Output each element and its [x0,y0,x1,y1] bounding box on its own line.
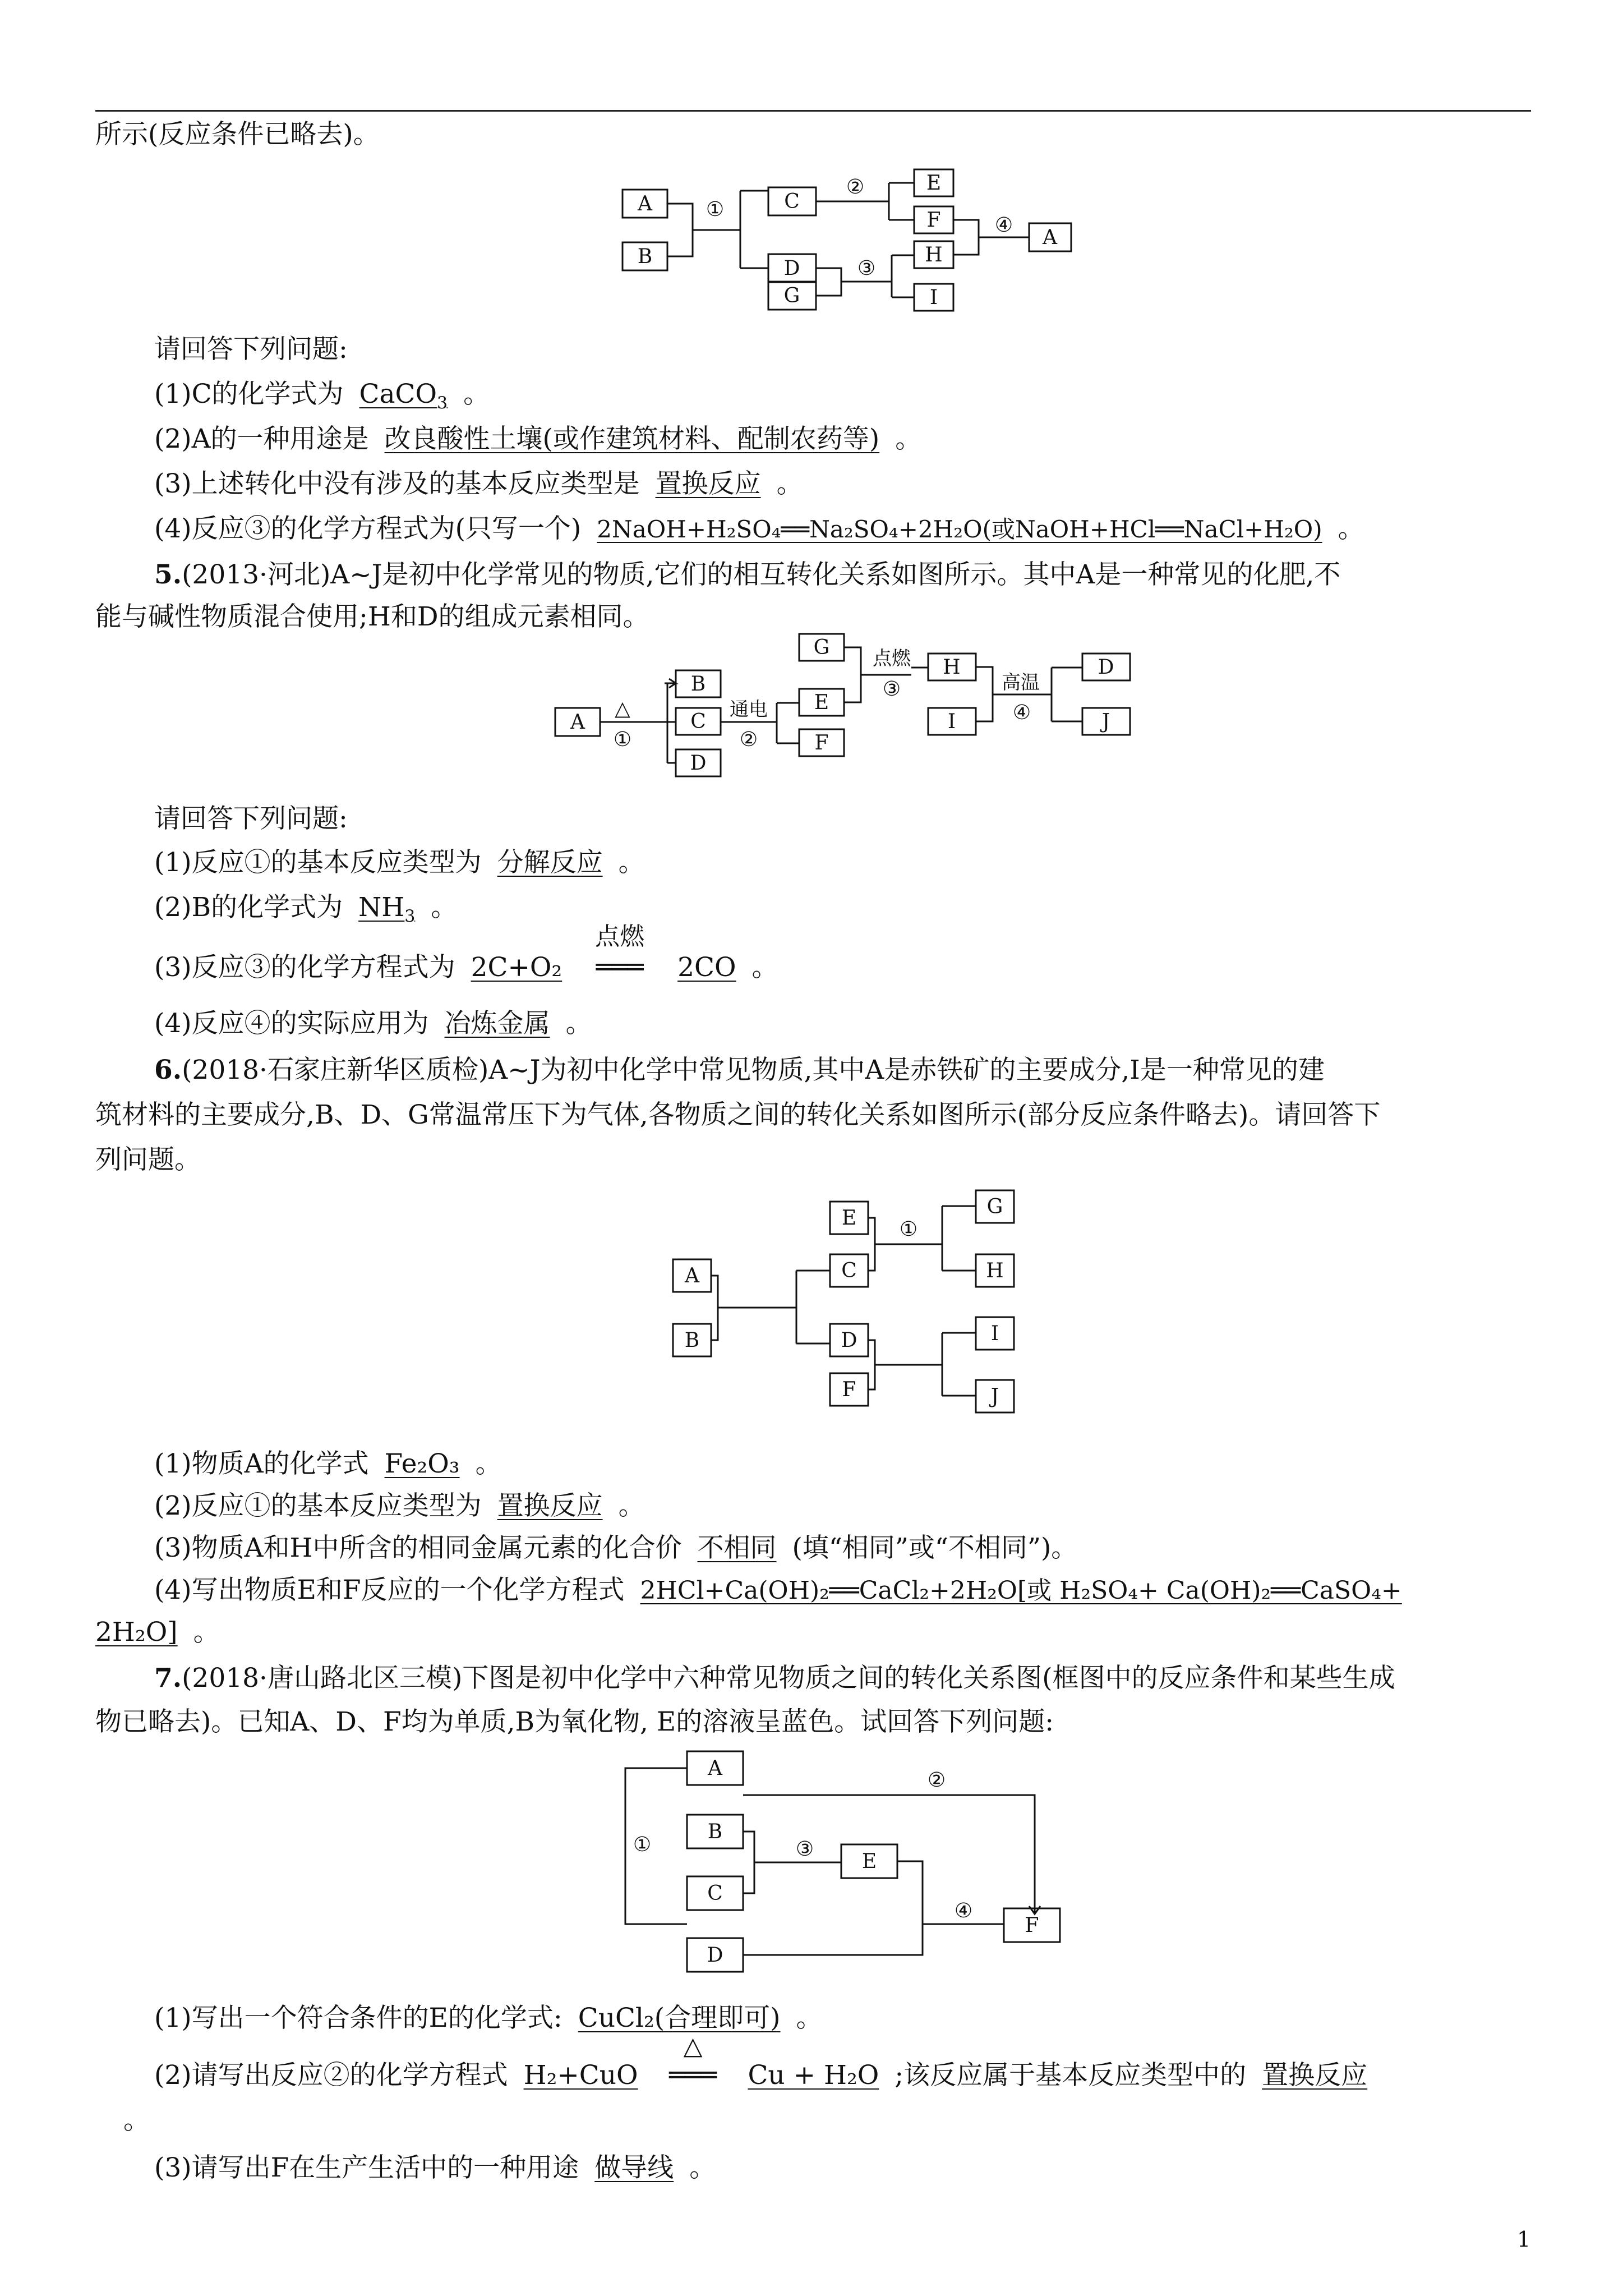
svg-text:④: ④ [994,214,1013,237]
svg-text:④: ④ [954,1899,973,1922]
svg-text:G: G [783,284,800,307]
q7-part2: (2)请写出反应②的化学方程式 H₂+CuO △ ═══ Cu + H₂O ;该反应属于基本反应类型中的 置换反应 [154,2032,1368,2091]
svg-text:D: D [707,1944,723,1967]
svg-text:B: B [684,1329,700,1352]
svg-text:①: ① [899,1218,918,1241]
svg-text:H: H [986,1259,1004,1282]
svg-text:通电: 通电 [730,698,768,721]
q6-part1: (1)物质A的化学式 Fe₂O₃ 。 [154,1448,502,1479]
svg-text:高温: 高温 [1002,671,1040,694]
q7-line2: 物已略去)。已知A、D、F均为单质,B为氧化物, E的溶液呈蓝色。试回答下列问题: [95,1706,1054,1737]
q4-part3: (3)上述转化中没有涉及的基本反应类型是 置换反应 。 [154,468,803,499]
intro-text: 所示(反应条件已略去)。 [95,119,380,150]
svg-text:E: E [861,1850,877,1873]
q5-prompt: 请回答下列问题: [154,803,348,834]
q4-part2: (2)A的一种用途是 改良酸性土壤(或作建筑材料、配制农药等) 。 [154,424,922,454]
svg-text:①: ① [633,1833,652,1856]
svg-text:I: I [947,710,956,733]
q6-part2: (2)反应①的基本反应类型为 置换反应 。 [154,1490,645,1521]
svg-text:H: H [925,243,943,266]
q4-prompt: 请回答下列问题: [154,334,348,365]
q6-line3: 列问题。 [95,1144,201,1175]
q5-part3: (3)反应③的化学方程式为 2C+O₂ 点燃 ═══ 2CO 。 [154,922,778,983]
svg-text:J: J [990,1385,999,1408]
svg-text:②: ② [739,728,758,751]
q5-part4: (4)反应④的实际应用为 冶炼金属 。 [154,1008,592,1039]
q7-line1: 7.(2018·唐山路北区三模)下图是初中化学中六种常见物质之间的转化关系图(框图中的反应条件和某些生成 [154,1663,1395,1694]
q7-part1: (1)写出一个符合条件的E的化学式: CuCl₂(合理即可) 。 [154,2003,823,2033]
q6-part4: (4)写出物质E和F反应的一个化学方程式 2HCl+Ca(OH)₂══CaCl₂+2H₂O[或 H₂SO₄+ Ca(OH)₂══CaSO₄+ [154,1575,1402,1605]
svg-text:F: F [1025,1914,1039,1937]
svg-text:D: D [1098,656,1114,679]
svg-text:F: F [814,731,829,754]
svg-text:B: B [690,673,706,696]
q6-line1: 6.(2018·石家庄新华区质检)A~J为初中化学中常见物质,其中A是赤铁矿的主要成分,I是一种常见的建 [154,1055,1325,1085]
q5-line1: 5.(2013·河北)A~J是初中化学常见的物质,它们的相互转化关系如图所示。其中A是一种常见的化肥,不 [154,559,1341,590]
svg-text:C: C [841,1259,857,1282]
q4-part1: (1)C的化学式为 CaCO$_3$ 。 [154,379,490,413]
svg-text:I: I [990,1322,999,1345]
svg-text:C: C [784,190,800,213]
svg-text:F: F [926,209,941,232]
q4-box-b: B [637,245,653,268]
svg-text:G: G [813,636,830,659]
svg-text:A: A [1043,226,1057,249]
svg-text:③: ③ [795,1838,814,1861]
svg-text:A: A [708,1757,722,1780]
svg-text:B: B [707,1820,723,1843]
q6-part4-cont: 2H₂O] 。 [95,1617,220,1648]
svg-text:J: J [1101,710,1110,733]
svg-text:②: ② [927,1769,946,1792]
svg-text:E: E [814,691,829,714]
q5-line2: 能与碱性物质混合使用;H和D的组成元素相同。 [95,601,649,632]
svg-text:③: ③ [857,257,876,280]
q7-part3: (3)请写出F在生产生活中的一种用途 做导线 。 [154,2152,716,2183]
svg-text:D: D [841,1329,857,1352]
q5-part2: (2)B的化学式为 $NH_3$ 。 [154,892,458,927]
svg-text:C: C [690,710,706,733]
svg-text:G: G [986,1195,1003,1218]
svg-text:H: H [943,656,961,679]
svg-text:④: ④ [1012,701,1031,724]
q4-part4: (4)反应③的化学方程式为(只写一个) 2NaOH+H₂SO₄══Na₂SO₄+2H₂O(或NaOH+HCl══NaCl+H₂O) 。 [154,513,1364,544]
header-rule [95,110,1531,112]
svg-text:②: ② [846,176,865,199]
svg-text:D: D [690,752,707,775]
svg-text:I: I [929,286,938,309]
svg-text:①: ① [613,728,632,751]
svg-text:A: A [570,711,585,734]
q6-line2: 筑材料的主要成分,B、D、G常温常压下为气体,各物质之间的转化关系如图所示(部分反应条件略去)。请回答下 [95,1099,1381,1130]
q5-part1: (1)反应①的基本反应类型为 分解反应 。 [154,847,645,878]
svg-text:F: F [842,1378,856,1401]
svg-text:E: E [926,172,942,195]
svg-text:D: D [783,257,800,280]
page-number: 1 [1517,2227,1531,2252]
svg-text:A: A [685,1264,699,1287]
svg-text:△: △ [615,697,630,720]
q7-part2-cont: 。 [123,2105,150,2136]
svg-text:C: C [707,1882,723,1905]
q6-part3: (3)物质A和H中所含的相同金属元素的化合价 不相同 (填“相同”或“不相同”)。 [154,1533,1078,1563]
q4-box-a: A [638,192,652,215]
svg-text:①: ① [706,198,725,221]
svg-text:点燃: 点燃 [873,647,911,670]
svg-text:③: ③ [882,678,901,701]
svg-text:E: E [841,1207,857,1230]
